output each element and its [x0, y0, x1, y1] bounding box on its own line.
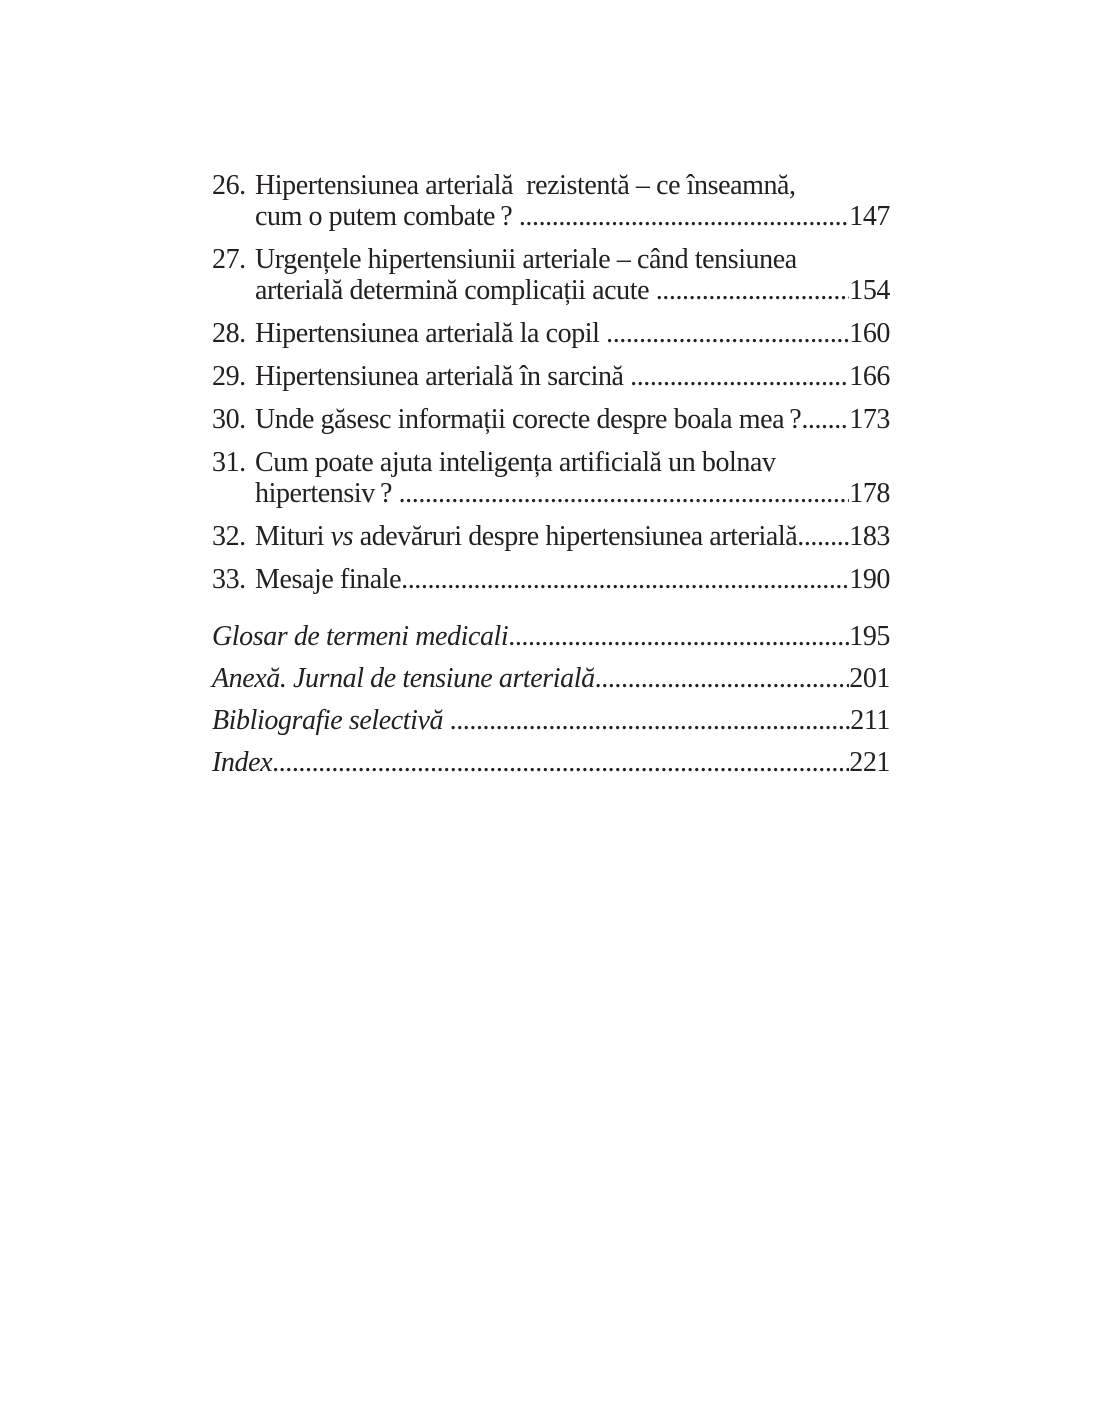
- entry-title-segment: Mesaje finale: [255, 564, 402, 595]
- page-number: 160: [849, 318, 890, 349]
- entry-title-segment: vs: [330, 521, 354, 552]
- toc-entry-line: [212, 478, 890, 509]
- toc-entry-line: [212, 564, 890, 595]
- page-number: 154: [849, 275, 890, 306]
- entry-title-segment: cum o putem combate ?: [255, 201, 519, 232]
- entry-title: Bibliografie selectivă: [212, 705, 450, 736]
- dot-leader: [508, 621, 849, 652]
- toc-entry-line: [212, 244, 890, 275]
- backmatter-entry: [212, 621, 890, 652]
- toc-entry-line: [212, 521, 890, 552]
- entry-number: 26.: [212, 170, 246, 201]
- dot-leader: [450, 705, 851, 736]
- entry-title: [255, 244, 797, 275]
- toc-entry-line: [212, 275, 890, 306]
- entry-title: [255, 447, 776, 478]
- toc-entry-line: [212, 447, 890, 478]
- toc-entry: [212, 361, 890, 392]
- entry-number: 33.: [212, 564, 246, 595]
- page-number: 183: [849, 521, 890, 552]
- entry-title-segment: hipertensiv ?: [255, 478, 399, 509]
- entry-number: 31.: [212, 447, 246, 478]
- dot-leader: [519, 201, 849, 232]
- entry-title: Anexă. Jurnal de tensiune arterială: [212, 663, 595, 694]
- entry-title: [255, 201, 519, 232]
- entry-title-segment: Urgențele hipertensiunii arteriale – când tensiunea: [255, 244, 797, 275]
- dot-leader: [272, 747, 849, 778]
- toc-entry: [212, 564, 890, 595]
- toc-entry: [212, 447, 890, 509]
- page-number: 201: [849, 663, 890, 694]
- page-number: 166: [849, 361, 890, 392]
- page-number: 211: [850, 705, 890, 736]
- entry-number: 28.: [212, 318, 246, 349]
- dot-leader: [606, 318, 849, 349]
- entry-number: 29.: [212, 361, 246, 392]
- backmatter-entry-line: [212, 663, 890, 694]
- entry-title: [255, 361, 630, 392]
- entry-title-segment: Hipertensiunea arterială la copil: [255, 318, 607, 349]
- entry-title: Glosar de termeni medicali: [212, 621, 509, 652]
- page-number: 190: [849, 564, 890, 595]
- entry-title-segment: adevăruri despre hipertensiunea arterială: [353, 521, 798, 552]
- toc-entry: [212, 404, 890, 435]
- entry-title-segment: Cum poate ajuta inteligența artificială un bolnav: [255, 447, 776, 478]
- entry-title: [255, 275, 656, 306]
- dot-leader: [595, 663, 850, 694]
- entry-title: [255, 521, 797, 552]
- entry-title: [255, 170, 796, 201]
- toc-entry: [212, 521, 890, 552]
- page-number: 221: [849, 747, 890, 778]
- entry-number: 30.: [212, 404, 246, 435]
- toc-entry: [212, 318, 890, 349]
- entry-title-segment: Hipertensiunea arterială în sarcină: [255, 361, 631, 392]
- dot-leader: [401, 564, 849, 595]
- entry-title: [255, 318, 606, 349]
- dot-leader: [801, 404, 849, 435]
- toc-entry: [212, 244, 890, 306]
- toc-entry-line: [212, 170, 890, 201]
- toc-entry-line: [212, 318, 890, 349]
- entry-title: Index: [212, 747, 273, 778]
- entry-number: 27.: [212, 244, 246, 275]
- entry-title: [255, 404, 801, 435]
- dot-leader: [630, 361, 849, 392]
- entry-number: 32.: [212, 521, 246, 552]
- page-number: 173: [849, 404, 890, 435]
- entry-title-segment: Unde găsesc informații corecte despre boala mea ?: [255, 404, 802, 435]
- entry-title: [255, 564, 401, 595]
- dot-leader: [399, 478, 850, 509]
- backmatter-entry-line: [212, 747, 890, 778]
- table-of-contents: [212, 170, 890, 789]
- entry-title: [255, 478, 399, 509]
- backmatter-entry-line: [212, 705, 890, 736]
- page-number: 178: [849, 478, 890, 509]
- toc-entry-line: [212, 361, 890, 392]
- page-number: 195: [849, 621, 890, 652]
- toc-entry-line: [212, 201, 890, 232]
- backmatter-entry: [212, 705, 890, 736]
- dot-leader: [797, 521, 849, 552]
- backmatter-entry: [212, 747, 890, 778]
- entry-title-segment: Mituri: [255, 521, 331, 552]
- backmatter-entry: [212, 663, 890, 694]
- backmatter-entry-line: [212, 621, 890, 652]
- entry-title-segment: Hipertensiunea arterială rezistentă – ce înseamnă,: [255, 170, 796, 201]
- entry-title-segment: arterială determină complicații acute: [255, 275, 656, 306]
- toc-backmatter-list: [212, 621, 890, 778]
- page-number: 147: [849, 201, 890, 232]
- dot-leader: [656, 275, 850, 306]
- toc-numbered-list: [212, 170, 890, 595]
- toc-entry: [212, 170, 890, 232]
- toc-entry-line: [212, 404, 890, 435]
